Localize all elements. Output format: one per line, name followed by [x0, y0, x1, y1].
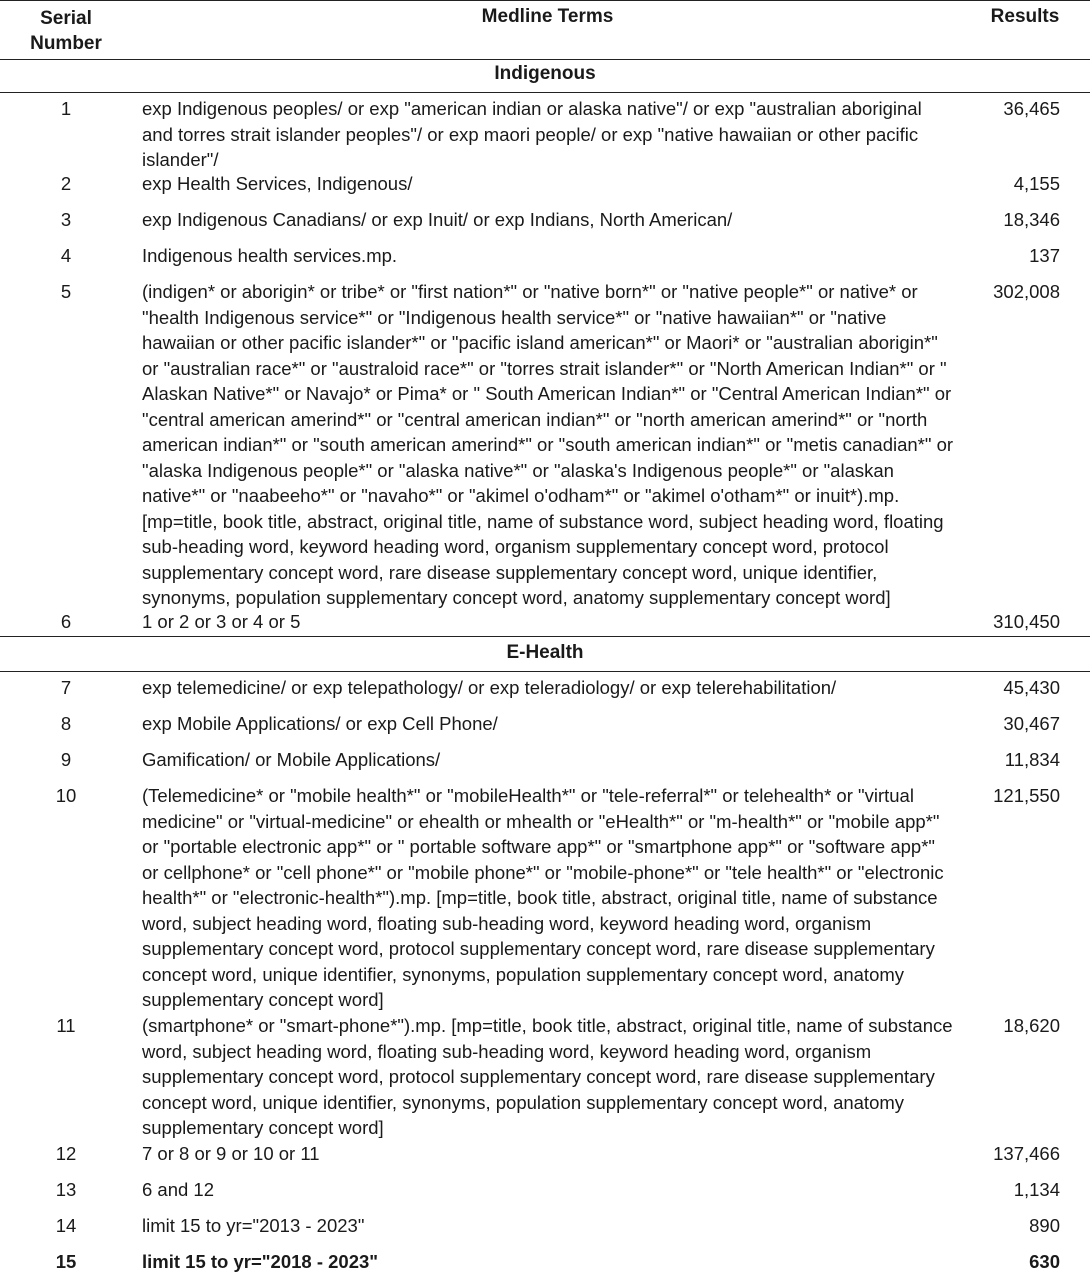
row-results: 4,155 — [1013, 173, 1060, 194]
row-serial: 8 — [60, 713, 72, 734]
row-terms: exp Health Services, Indigenous/ — [142, 173, 413, 194]
row-serial: 12 — [55, 1143, 77, 1164]
row-serial: 1 — [60, 98, 72, 119]
header-medline-terms: Medline Terms — [481, 6, 614, 27]
row-results: 1,134 — [1013, 1179, 1060, 1200]
row-results: 36,465 — [1003, 98, 1060, 119]
row-serial: 15 — [55, 1251, 77, 1272]
row-terms: limit 15 to yr="2013 - 2023" — [142, 1215, 365, 1236]
row-serial: 7 — [60, 677, 72, 698]
table-row — [0, 1246, 1090, 1282]
table-row — [0, 204, 1090, 240]
table-row — [0, 606, 1090, 637]
row-results: 45,430 — [1003, 677, 1060, 698]
row-serial: 14 — [55, 1215, 77, 1236]
row-results: 137,466 — [993, 1143, 1060, 1164]
row-terms: exp Mobile Applications/ or exp Cell Phone/ — [142, 713, 498, 734]
row-results: 18,346 — [1003, 209, 1060, 230]
row-results: 121,550 — [993, 785, 1060, 806]
table-row — [0, 672, 1090, 708]
table-row — [0, 240, 1090, 276]
row-serial: 9 — [60, 749, 72, 770]
row-results: 30,467 — [1003, 713, 1060, 734]
table-row — [0, 1138, 1090, 1174]
row-terms: limit 15 to yr="2018 - 2023" — [142, 1251, 379, 1272]
row-terms: (smartphone* or "smart-phone*").mp. [mp=title, book title, abstract, original title, name of substance word, subject heading word, floating sub-heading word, keyword heading word, organism supplementary concept word, protocol supplementary concept word, rare disease supplementary concept word, unique identifier, synonyms, population supplementary concept word, anatomy supplementary concept word] — [142, 1015, 953, 1138]
table-row — [0, 168, 1090, 204]
table-row — [0, 276, 1090, 606]
row-terms: 1 or 2 or 3 or 4 or 5 — [142, 611, 301, 632]
table-row — [0, 1210, 1090, 1246]
row-terms: (indigen* or aborigin* or tribe* or "first nation*" or "native born*" or "native people*" or native* or "health Indigenous service*" or "Indigenous health service*" or "native hawaiian*" or "native hawaiian or other pacific islander*" or "pacific island american*" or Maori* or "australian aborigin*" or "australian race*" or "australoid race*" or "torres strait islander*" or "North American Indian*" or " Alaskan Native*" or Navajo* or Pima* or " South American Indian*" or "Central American Indian*" or "central american amerind*" or "central american indian*" or "north american amerind*" or "north american indian*" or "south american amerind*" or "south american indian*" or "metis canadian*" or "alaska Indigenous people*" or "alaska native*" or "alaska's Indigenous people*" or "alaskan native*" or "naabeeho*" or "navaho*" or "akimel o'odham*" or "akimel o'otham*" or inuit*).mp. [mp=title, book title, abstract, original title, name of substance word, subject heading word, floating sub-heading word, keyword heading word, organism supplementary concept word, protocol supplementary concept word, rare disease supplementary concept word, unique identifier, synonyms, population supplementary concept word, anatomy supplementary concept word] — [142, 281, 954, 608]
row-serial: 3 — [60, 209, 72, 230]
row-terms: 7 or 8 or 9 or 10 or 11 — [142, 1143, 320, 1164]
row-terms: Indigenous health services.mp. — [142, 245, 398, 266]
row-results: 302,008 — [993, 281, 1060, 302]
row-results: 630 — [1029, 1251, 1060, 1272]
header-results: Results — [990, 6, 1060, 27]
row-results: 18,620 — [1003, 1015, 1060, 1036]
table-row — [0, 1174, 1090, 1210]
row-serial: 6 — [60, 611, 72, 632]
row-results: 310,450 — [993, 611, 1060, 632]
header-serial-label: Serial Number — [30, 8, 102, 54]
row-terms: exp Indigenous peoples/ or exp "american indian or alaska native"/ or exp "australian aboriginal and torres strait islander peoples"/ or exp maori people/ or exp "native hawaiian or other pacific islander"/ — [142, 98, 922, 170]
row-terms: Gamification/ or Mobile Applications/ — [142, 749, 441, 770]
row-terms: exp telemedicine/ or exp telepathology/ or exp teleradiology/ or exp telerehabilitation/ — [142, 677, 837, 698]
row-serial: 11 — [56, 1015, 76, 1036]
row-serial: 5 — [60, 281, 72, 302]
table-row — [0, 93, 1090, 168]
row-results: 890 — [1029, 1215, 1060, 1236]
row-serial: 4 — [60, 245, 72, 266]
table-row — [0, 708, 1090, 744]
section-title-e-health: E-Health — [0, 639, 1090, 672]
row-serial: 2 — [60, 173, 72, 194]
section-title-indigenous: Indigenous — [0, 60, 1090, 93]
row-terms: exp Indigenous Canadians/ or exp Inuit/ or exp Indians, North American/ — [142, 209, 733, 230]
row-serial: 13 — [55, 1179, 77, 1200]
row-serial: 10 — [55, 785, 77, 806]
header-serial-number — [0, 6, 132, 56]
table-header — [0, 0, 1090, 60]
row-results: 137 — [1029, 245, 1060, 266]
row-results: 11,834 — [1004, 749, 1060, 770]
table-row — [0, 1010, 1090, 1138]
row-terms: (Telemedicine* or "mobile health*" or "mobileHealth*" or "tele-referral*" or telehealth* or "virtual medicine" or "virtual-medicine" or ehealth or mhealth or "eHealth*" or "m-health*" or "mobile app*" or "portable electronic app*" or " portable software app*" or "smartphone app*" or "software app*" or cellphone* or "cell phone*" or "mobile phone*" or "mobile-phone*" or "tele health*" or "electronic health*" or "electronic-health*").mp. [mp=title, book title, abstract, original title, name of substance word, subject heading word, floating sub-heading word, keyword heading word, organism supplementary concept word, protocol supplementary concept word, rare disease supplementary concept word, unique identifier, synonyms, population supplementary concept word, anatomy supplementary concept word] — [142, 785, 944, 1010]
table-row — [0, 744, 1090, 780]
row-terms: 6 and 12 — [142, 1179, 215, 1200]
table-row — [0, 780, 1090, 1010]
